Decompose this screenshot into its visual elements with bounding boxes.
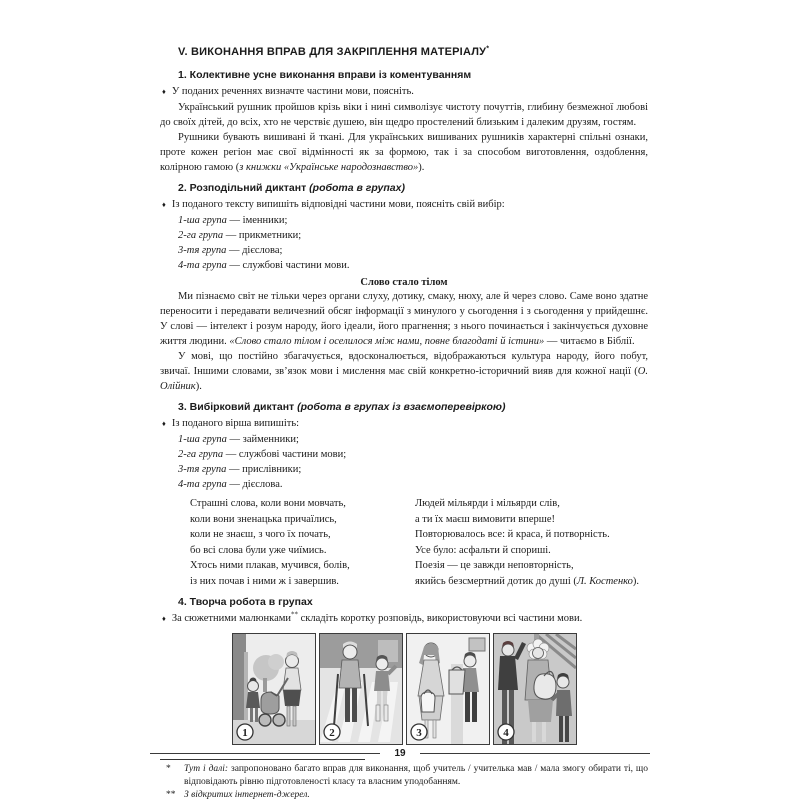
panel-number: 4: [503, 727, 509, 739]
footnote-2-body: З відкритих інтернет-джерел.: [184, 790, 310, 800]
footer-rule-left: [150, 753, 380, 754]
exercise2-heading-main: 2. Розподільний диктант: [178, 182, 310, 194]
document-page: [160, 46, 648, 802]
group-task: — прикметники;: [223, 230, 302, 241]
reading-paragraph-2: [160, 349, 648, 394]
poem: [190, 496, 648, 589]
illustration-boy-carrying-bag-for-woman: [407, 634, 489, 744]
illustration-boy-helping-grandmother-transit: [494, 634, 576, 744]
poem-line: а ти їх маєш вимовити вперше!: [415, 513, 555, 525]
poem-line: Страшні слова, коли вони мовчать,: [190, 498, 346, 509]
group-item: [178, 432, 648, 447]
poem-line: Повторювалось все: й краса, й потворність.: [415, 529, 610, 540]
exercise3-heading-note: (робота в групах із взаємоперевіркою): [297, 401, 506, 413]
group-label: 1-ша група: [178, 434, 227, 445]
group-label: 4-та група: [178, 260, 227, 271]
group-label: 1-ша група: [178, 215, 227, 226]
group-task: — дієслова;: [226, 245, 283, 256]
exercise2-bullet-text: Із поданого тексту випишіть відповідні частини мови, поясніть свій вибір:: [171, 199, 505, 210]
diamond-bullet-icon: ♦: [162, 419, 166, 428]
group-item: [178, 243, 648, 258]
exercise1-paragraph-2-close: ).: [418, 162, 425, 173]
exercise1-source: з книжки «Українське народознавство»: [239, 162, 419, 173]
poem-line: коли не знаєш, з чого їх почать,: [190, 529, 331, 540]
poem-line: Хтось ними плакав, мучився, болів,: [190, 560, 350, 571]
story-picture-1: [232, 633, 316, 745]
poet-name: Л. Костенко: [576, 575, 633, 587]
exercise2-bullet: [162, 197, 648, 212]
story-picture-2: [319, 633, 403, 745]
group-item: [178, 228, 648, 243]
poem-line: бо всі слова були уже чиїмись.: [190, 544, 327, 556]
exercise1-paragraph-2-text: Рушники бувають вишивані й ткані. Для українських вишиваних рушників характерні спільні ознаки, проте кожен регіон має свої відмінності як за формою, так і за способом виготовлення, оздоблення, колірною гамою (: [160, 132, 648, 173]
poem-column-left: [190, 496, 385, 589]
reading-paragraph-2-close: ).: [195, 381, 202, 392]
exercise4-bullet: [162, 611, 648, 626]
group-item: [178, 258, 648, 273]
story-pictures-strip: [232, 633, 574, 745]
exercise3-heading-main: 3. Вибірковий диктант: [178, 401, 298, 413]
group-label: 4-та група: [178, 479, 227, 490]
exercise4-heading: 4. Творча робота в групах: [178, 596, 313, 608]
bible-quote: «Слово стало тілом і оселилося між нами, повне благодаті й істини»: [229, 336, 545, 347]
section-title: [178, 46, 648, 58]
poem-line: [415, 574, 639, 590]
author-name: О. Олійник: [160, 366, 648, 392]
page-number: 19: [394, 748, 406, 759]
exercise1-heading: 1. Колективне усне виконання вправи із коментуванням: [178, 69, 472, 81]
exercise4-bullet-text: [172, 611, 582, 626]
footnotes: [160, 759, 648, 802]
exercise4-bullet-text-a: За сюжетними малюнками: [171, 613, 292, 624]
group-label: 2-га група: [178, 449, 224, 460]
footnote-marker-2: **: [291, 610, 299, 619]
poem-column-right: [415, 496, 639, 589]
reading-paragraph-1: [160, 289, 648, 349]
exercise2-heading-note: (робота в групах): [309, 182, 405, 194]
group-task: — прислівники;: [226, 464, 302, 475]
reading-paragraph-2-text: У мові, що постійно збагачується, вдосконалюється, відображаються культура народу, його побут, звичаї. Іншими словами, зв’язок мови і мислення має свій конкретно-історичний вияв для кожної нації (: [160, 351, 648, 377]
diamond-bullet-icon: ♦: [162, 614, 166, 623]
reading-paragraph-1-text: Ми пізнаємо світ не тільки через органи слуху, дотику, смаку, нюху, але й через слово. Саме воно здатне переносити і передавати величезний обсяг інформації з минулого у сьогодення і з сьогодення у прийдешнє. У слові — інтелект і розум народу, його ідеали, його прагнення; з нього починається і закінчується духовне життя людини.: [160, 291, 648, 347]
section-title-text: V. ВИКОНАННЯ ВПРАВ ДЛЯ ЗАКРІПЛЕННЯ МАТЕРІАЛУ: [178, 46, 487, 58]
footnote-2: [166, 789, 648, 802]
poem-line: Людей мільярди і мільярди слів,: [415, 498, 560, 509]
group-item: [178, 462, 648, 477]
exercise3-heading: [178, 401, 648, 413]
reading-title: Слово стало тілом: [360, 277, 448, 288]
exercise3-bullet-text: Із поданого вірша випишіть:: [171, 418, 300, 429]
exercise1-paragraph-2: [160, 130, 648, 175]
group-item: [178, 477, 648, 492]
footnote-1-lead: Тут і далі:: [184, 764, 229, 774]
illustration-elderly-crutches-crosswalk: [320, 634, 402, 744]
page-footer: [150, 748, 650, 759]
footer-rule-right: [420, 753, 650, 754]
poem-last-line-text: якийсь безсмертний дотик до душі (: [415, 575, 577, 587]
exercise1-paragraph-1: Український рушник пройшов крізь віки і нині символізує чистоту почуттів, глибину безмежної любові до своїх дітей, до всіх, хто не черствіє душею, він щедро простелений близьким і далеким друзям, гостям.: [160, 102, 648, 128]
poem-last-line-close: ).: [632, 575, 640, 587]
group-label: 3-тя група: [178, 464, 227, 475]
group-label: 3-тя група: [178, 245, 227, 256]
reading-paragraph-1-tail: — читаємо в Біблії.: [544, 336, 635, 347]
poem-line: коли вони зненацька причаїлись,: [190, 513, 337, 525]
illustration-child-woman-stroller: [233, 634, 315, 744]
footnote-separator: [160, 759, 365, 760]
exercise4-bullet-text-b: складіть коротку розповідь, використовуючи всі частини мови.: [298, 613, 583, 624]
story-picture-4: [493, 633, 577, 745]
group-item: [178, 213, 648, 228]
footnote-marker-1: *: [486, 45, 490, 53]
footnote-2-marker: **: [166, 790, 176, 800]
footnote-1-marker: *: [166, 764, 171, 774]
panel-number: 2: [329, 727, 335, 739]
exercise2-heading: [178, 182, 648, 194]
poem-line: Усе було: асфальти й спориші.: [415, 544, 551, 556]
footnote-1-body: запропоновано багато вправ для виконання, щоб учитель / учителька мав / мала змогу обирати ті, що відповідають рівню підготовленості класу та власним уподобанням.: [184, 764, 648, 787]
poem-line: із них почав і ними ж і завершив.: [190, 575, 339, 587]
exercise1-bullet-text: У поданих реченнях визначте частини мови, поясніть.: [171, 86, 414, 97]
exercise1-bullet: [162, 84, 648, 99]
footnote-1: [166, 763, 648, 789]
footnote-1-text: [184, 763, 648, 789]
exercise3-bullet: [162, 416, 648, 431]
panel-number: 1: [242, 727, 248, 739]
diamond-bullet-icon: ♦: [162, 87, 166, 96]
group-task: — іменники;: [226, 215, 288, 226]
group-task: — дієслова.: [226, 479, 283, 490]
story-picture-3: [406, 633, 490, 745]
group-task: — службові частини мови.: [226, 260, 350, 271]
group-item: [178, 447, 648, 462]
group-task: — службові частини мови;: [223, 449, 347, 460]
poem-line: Поезія — це завжди неповторність,: [415, 560, 574, 571]
group-label: 2-га група: [178, 230, 224, 241]
diamond-bullet-icon: ♦: [162, 200, 166, 209]
group-task: — займенники;: [226, 434, 299, 445]
panel-number: 3: [416, 727, 422, 739]
